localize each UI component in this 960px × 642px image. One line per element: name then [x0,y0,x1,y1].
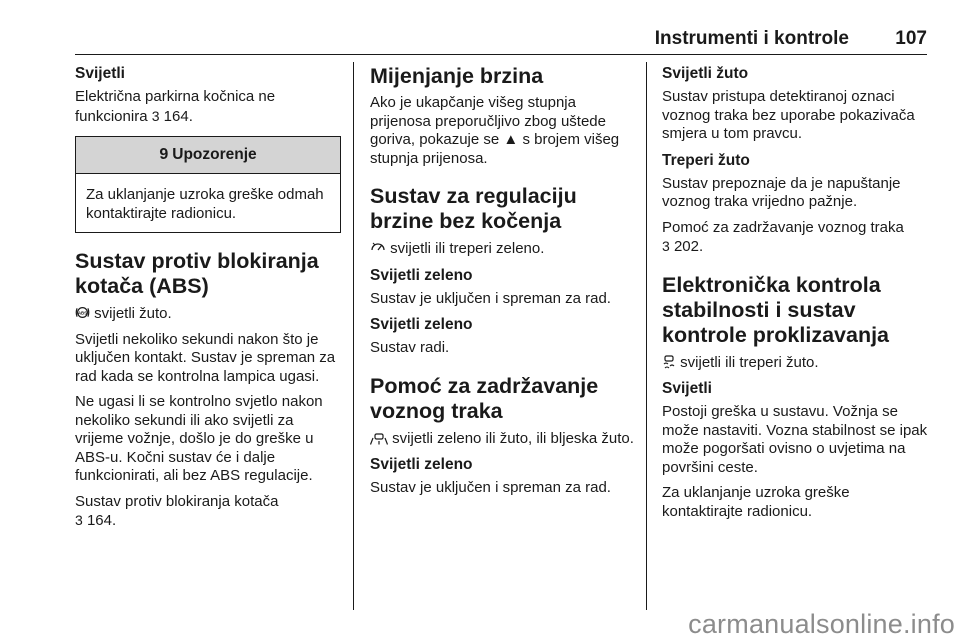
paragraph [370,239,636,259]
paragraph: Za uklanjanje uzroka greške kontaktirajte radionicu. [662,484,850,520]
column-left [75,62,341,538]
subheading: Svijetli [662,380,712,397]
cruise-control-icon [370,240,386,256]
page-header [75,24,927,55]
gear-up-arrow-icon: ▲ [503,131,519,148]
paragraph: Ne ugasi li se kontrolno svjetlo nakon nekoliko sekundi ili ako svijetli za vrijeme vožnje, došlo je do greške u ABS-u. Kočni sustav će i dalje funkcionirati, ali bez ABS regulacije. [75,393,323,484]
column-middle [370,62,636,505]
text: Električna parkirna kočnica ne funkcionira [75,88,276,125]
section-title: Mijenjanje brzina [370,64,544,88]
warning-header [76,137,340,174]
page-number: 107 [895,28,927,49]
paragraph [75,88,341,126]
text: Sustav protiv blokiranja kotača [75,492,279,510]
subheading: Svijetli zeleno [370,456,473,473]
page-ref-icon: 3 [662,238,670,254]
warning-icon: 9 [159,146,169,163]
paragraph [75,493,341,531]
paragraph: Sustav je uključen i spreman za rad. [370,289,611,307]
warning-text: Za uklanjanje uzroka greške odmah kontaktirajte radionicu. [86,186,324,222]
stability-control-icon [662,354,676,370]
subheading: Treperi žuto [662,151,750,169]
paragraph: Svijetli nekoliko sekundi nakon što je uključen kontakt. Sustav je spreman za rad kada se kontrolna lampica ugasi. [75,330,336,385]
text: svijetli zeleno ili žuto, ili bljeska žuto. [388,429,634,447]
page-ref-icon: 3 [75,512,83,528]
subheading: Svijetli [75,65,125,82]
paragraph [370,429,636,449]
paragraph [662,219,928,257]
chapter-title: Instrumenti i kontrole [654,28,849,49]
page-ref-icon: 3 [151,107,160,124]
paragraph [75,304,341,324]
column-right [662,62,928,528]
warning-title: Upozorenje [172,146,257,163]
section-title: Elektronička kontrola stabilnosti i sustav kontrole proklizavanja [662,272,890,347]
section-title: Sustav za regulaciju brzine bez kočenja [370,184,577,233]
text: s brojem višeg stupnja prijenosa. [370,131,620,167]
section-title: Sustav protiv blokiranja kotača (ABS) [75,249,319,298]
text: svijetli ili treperi žuto. [676,353,819,371]
text: 202. [669,238,704,255]
column-divider [646,62,647,610]
text: svijetli ili treperi zeleno. [386,240,545,257]
abs-icon [75,305,90,321]
paragraph: Postoji greška u sustavu. Vožnja se može nastaviti. Vozna stabilnost se ipak može pogoršati ovisno o uvjetima na površini ceste. [662,403,928,476]
lane-keep-icon [370,430,388,446]
paragraph: Sustav pristupa detektiranoj oznaci voznog traka bez uporabe pokazivača smjera u tom pravcu. [662,88,915,142]
paragraph: Sustav je uključen i spreman za rad. [370,479,611,496]
paragraph: Sustav radi. [370,339,450,356]
text: svijetli žuto. [90,305,172,322]
section-title: Pomoć za zadržavanje voznog traka [370,373,599,423]
warning-box [75,136,341,233]
text: 164. [82,512,117,529]
column-divider [353,62,354,610]
paragraph: Sustav prepoznaje da je napuštanje voznog traka vrijedno pažnje. [662,174,901,210]
subheading: Svijetli zeleno [370,316,473,333]
paragraph [662,353,928,373]
watermark: carmanualsonline.info [688,609,955,639]
paragraph [370,94,636,168]
svg-text:ABS: ABS [77,310,88,316]
text: Pomoć za zadržavanje voznog traka [662,218,904,236]
subheading: Svijetli zeleno [370,266,473,284]
subheading: Svijetli žuto [662,65,749,82]
text: Ako je ukapčanje višeg stupnja prijenosa preporučljivo zbog uštede goriva, pokazuje se [370,94,606,148]
text: 164. [159,107,193,125]
